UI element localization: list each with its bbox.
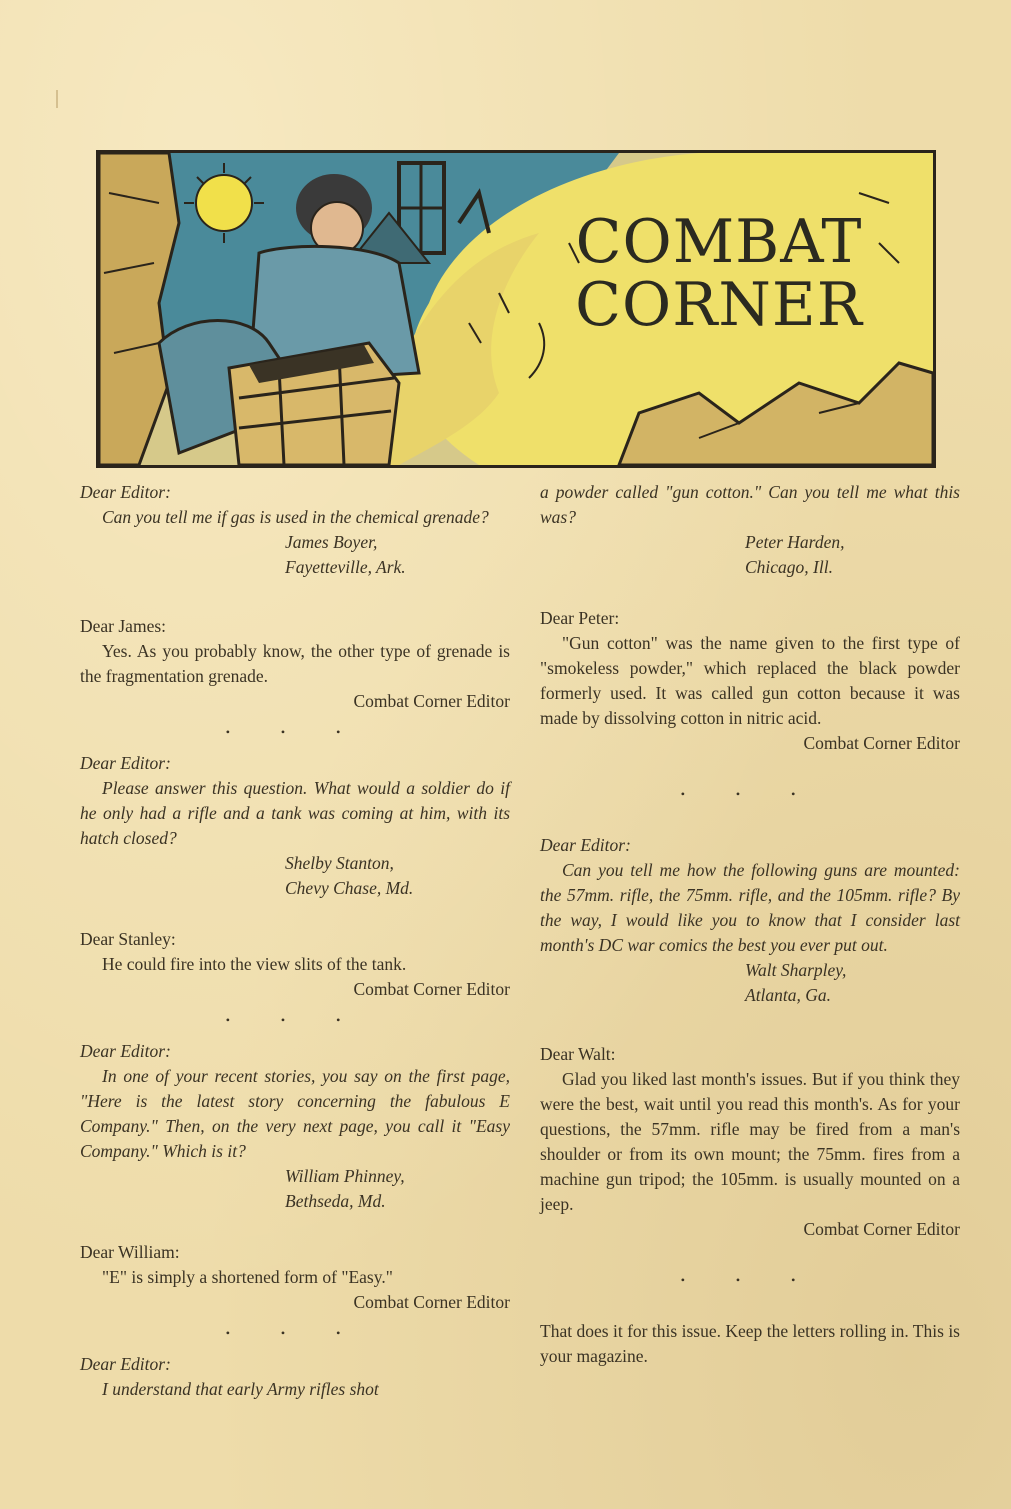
- letter5-body: Can you tell me how the following guns are mounted: the 57mm. rifle, the 75mm. rifle, and the 105mm. rifle? By the way, I would like you to know that I consider last month's DC war comics the best you ever put out.: [540, 860, 960, 955]
- letter3-signer-place: Bethseda, Md.: [285, 1191, 386, 1211]
- page-mark: [56, 90, 58, 108]
- reply3-body: "E" is simply a shortened form of "Easy.": [102, 1267, 393, 1287]
- letter3-body: In one of your recent stories, you say on the first page, "Here is the latest story concerning the fabulous E Company." Then, on the very next page, you call it "Easy Company." Which is it?: [80, 1066, 510, 1161]
- closing-note: That does it for this issue. Keep the letters rolling in. This is your magazine.: [540, 1321, 960, 1366]
- separator-dots: • • •: [225, 725, 365, 739]
- separator-dots: • • •: [680, 1273, 820, 1287]
- letter1-body: Can you tell me if gas is used in the chemical grenade?: [102, 507, 489, 527]
- reply2-salutation: Dear Stanley:: [80, 929, 176, 949]
- combat-corner-banner: [96, 150, 936, 468]
- reply4-salutation: Dear Peter:: [540, 608, 620, 628]
- banner-title-line1: COMBAT: [575, 207, 863, 277]
- letter5-salutation: Dear Editor:: [540, 835, 631, 855]
- reply4-sign: Combat Corner Editor: [803, 733, 960, 753]
- letter2-body: Please answer this question. What would a soldier do if he only had a rifle and a tank was coming at him, with its hatch closed?: [80, 778, 510, 848]
- reply5-body: Glad you liked last month's issues. But if you think they were the best, wait until you read this month's. As for your questions, the 57mm. rifle may be fired from a man's shoulder or from its own mount; the 75mm. fires from a machine gun tripod; the 105mm. is usually mounted on a jeep.: [540, 1069, 960, 1214]
- separator-dots: • • •: [680, 787, 820, 801]
- letter2-signer-place: Chevy Chase, Md.: [285, 878, 414, 898]
- letter3-salutation: Dear Editor:: [80, 1041, 171, 1061]
- letter1-signer-name: James Boyer,: [285, 532, 378, 552]
- separator-dots: • • •: [225, 1326, 365, 1340]
- reply2-body: He could fire into the view slits of the tank.: [102, 954, 407, 974]
- reply3-sign: Combat Corner Editor: [353, 1292, 510, 1312]
- letter4-salutation: Dear Editor:: [80, 1354, 171, 1374]
- letter5-signer-place: Atlanta, Ga.: [745, 985, 832, 1005]
- letter3-signer-name: William Phinney,: [285, 1166, 405, 1186]
- reply5-sign: Combat Corner Editor: [803, 1219, 960, 1239]
- letter4-signer-place: Chicago, Ill.: [745, 557, 833, 577]
- letter5-signer-name: Walt Sharpley,: [745, 960, 847, 980]
- letter1-salutation: Dear Editor:: [80, 482, 171, 502]
- reply2-sign: Combat Corner Editor: [353, 979, 510, 999]
- reply5-salutation: Dear Walt:: [540, 1044, 616, 1064]
- banner-title: [569, 207, 869, 340]
- left-column: [80, 480, 510, 1402]
- reply1-sign: Combat Corner Editor: [353, 691, 510, 711]
- reply1-salutation: Dear James:: [80, 616, 167, 636]
- reply1-body: Yes. As you probably know, the other type of grenade is the fragmentation grenade.: [80, 641, 510, 686]
- banner-title-line2: CORNER: [575, 270, 863, 340]
- letter4-body-continued: a powder called "gun cotton." Can you tell me what this was?: [540, 482, 960, 527]
- separator-dots: • • •: [225, 1013, 365, 1027]
- reply3-salutation: Dear William:: [80, 1242, 180, 1262]
- reply4-body: "Gun cotton" was the name given to the first type of "smokeless powder," which replaced the black powder formerly used. It was called gun cotton because it was made by dissolving cotton in nitric acid.: [540, 633, 960, 728]
- letter4-signer-name: Peter Harden,: [745, 532, 845, 552]
- right-column: [540, 480, 960, 1369]
- letter1-signer-place: Fayetteville, Ark.: [285, 557, 406, 577]
- letter4-body-start: I understand that early Army rifles shot: [102, 1379, 379, 1399]
- letter2-signer-name: Shelby Stanton,: [285, 853, 394, 873]
- letter2-salutation: Dear Editor:: [80, 753, 171, 773]
